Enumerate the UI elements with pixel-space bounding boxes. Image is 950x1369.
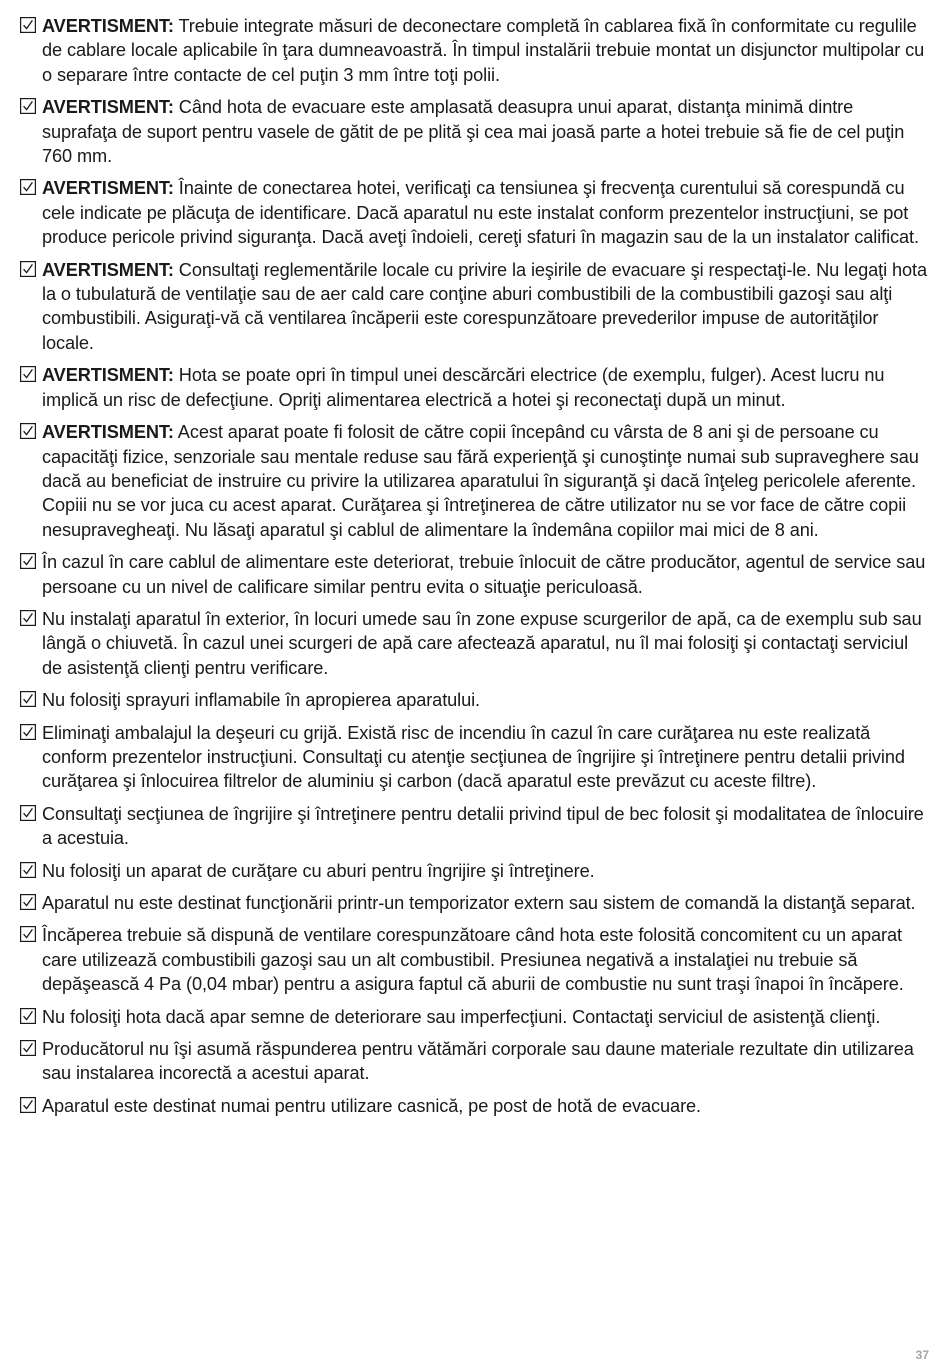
list-item [20, 176, 932, 249]
list-item [20, 95, 932, 168]
list-item [20, 891, 932, 915]
checkbox-icon [20, 17, 36, 33]
item-text: Eliminaţi ambalajul la deşeuri cu grijă. Există risc de incendiu în cazul în care curăţarea nu este realizată conform prezentelor instrucţiuni. Consultaţi cu atenţie secţiunea de îngrijire şi întreţinere pentru detalii privind curăţarea şi înlocuirea filtrelor de aluminiu şi carbon (dacă aparatul este prevăzut cu aceste filtre). [42, 722, 905, 792]
item-body: Trebuie integrate măsuri de deconectare completă în cablarea fixă în conformitate cu regulile de cablare locale aplicabile în ţara dumneavoastră. În timpul instalării trebuie montat un disjunctor multipolar cu o separare între contacte de cel puţin 3 mm între toţi polii. [42, 16, 925, 85]
item-text [42, 420, 932, 542]
checkbox-icon [20, 1008, 36, 1024]
item-body: Înainte de conectarea hotei, verificaţi ca tensiunea şi frecvenţa curentului să corespundă cu cele indicate pe plăcuţa de identificare. Dacă aparatul nu este instalat conform prezentelor instrucţiuni, se pot produce pericole privind siguranţa. Dacă aveţi îndoieli, cereţi sfaturi în magazin sau de la un instalator calificat. [42, 178, 919, 248]
list-item [20, 1037, 932, 1086]
checkbox-icon [20, 261, 36, 277]
item-text: Aparatul este destinat numai pentru utilizare casnică, pe post de hotă de evacuare. [42, 1095, 701, 1116]
item-text: Aparatul nu este destinat funcţionării printr-un temporizator extern sau sistem de comandă la distanţă separat. [42, 893, 916, 913]
list-item [20, 607, 932, 680]
list-item [20, 923, 932, 996]
checkbox-icon [20, 724, 36, 740]
warning-label: AVERTISMENT: [42, 365, 174, 386]
checkbox-icon [20, 179, 36, 195]
list-item [20, 1094, 932, 1118]
list-item [20, 14, 932, 87]
checkbox-icon [20, 862, 36, 878]
list-item [20, 420, 932, 542]
checkbox-icon [20, 423, 36, 439]
item-text [42, 176, 932, 249]
item-text: Nu folosiţi hota dacă apar semne de deteriorare sau imperfecţiuni. Contactaţi serviciul de asistenţă clienţi. [42, 1006, 881, 1027]
checkbox-icon [20, 926, 36, 942]
list-item [20, 363, 932, 412]
item-text [42, 14, 932, 87]
list-item [20, 721, 932, 794]
item-text [42, 363, 932, 412]
warning-label: AVERTISMENT: [42, 178, 174, 199]
checkbox-icon [20, 1097, 36, 1113]
safety-instructions-list [20, 14, 932, 1126]
checkbox-icon [20, 553, 36, 569]
checkbox-icon [20, 98, 36, 114]
item-text [42, 258, 932, 356]
item-body: Hota se poate opri în timpul unei descărcări electrice (de exemplu, fulger). Acest lucru nu implică un risc de defecţiune. Opriţi alimentarea electrică a hotei şi reconectaţi după un minut. [42, 365, 885, 410]
list-item [20, 1005, 932, 1029]
item-text: În cazul în care cablul de alimentare este deteriorat, trebuie înlocuit de către producător, agentul de service sau persoane cu un nivel de calificare similar pentru evita o situaţie periculoasă. [42, 552, 926, 597]
checkbox-icon [20, 805, 36, 821]
warning-label: AVERTISMENT: [42, 259, 174, 280]
page-number: 37 [915, 1348, 929, 1362]
item-text: Încăperea trebuie să dispună de ventilare corespunzătoare când hota este folosită concomitent cu un aparat care utilizează combustibili gazoşi sau un alt combustibil. Presiunea negativă a instalaţiei nu trebuie să depăşească 4 Pa (0,04 mbar) pentru a asigura faptul că aburii de combustie nu sunt traşi înapoi în încăpere. [42, 925, 904, 995]
list-item [20, 550, 932, 599]
checkbox-icon [20, 610, 36, 626]
list-item [20, 859, 932, 883]
list-item [20, 802, 932, 851]
checkbox-icon [20, 1040, 36, 1056]
warning-label: AVERTISMENT: [42, 16, 174, 36]
item-text: Nu instalaţi aparatul în exterior, în locuri umede sau în zone expuse scurgerilor de apă, ca de exemplu sub sau lângă o chiuvetă. În cazul unei scurgeri de apă care afectează aparatul, nu îl mai folosiţi şi contactaţi serviciul de asistenţă clienţi pentru verificare. [42, 608, 922, 678]
item-text [42, 95, 932, 168]
item-body: Consultaţi reglementările locale cu privire la ieşirile de evacuare şi respectaţi-le. Nu legaţi hota la o tubulatură de ventilaţie sau de aer cald care conţine aburi combustibili de la combustibili gazoşi sau alţi combustibili. Asiguraţi-vă că ventilarea încăperii este corespunzătoare prevederilor impuse de autorităţilor locale. [42, 259, 927, 353]
warning-label: AVERTISMENT: [42, 422, 174, 443]
list-item [20, 258, 932, 356]
checkbox-icon [20, 366, 36, 382]
item-text: Producătorul nu îşi asumă răspunderea pentru vătămări corporale sau daune materiale rezultate din utilizarea sau instalarea incorectă a acestui aparat. [42, 1039, 914, 1084]
checkbox-icon [20, 691, 36, 707]
item-body: Acest aparat poate fi folosit de către copii începând cu vârsta de 8 ani şi de persoane cu capacităţi fizice, senzoriale sau mentale reduse sau fără experienţă şi cunoştinţe numai sub supraveghere sau dacă au beneficiat de instruire cu privire la utilizarea aparatului în siguranţă şi dacă înţeleg pericolele aferente. Copiii nu se vor juca cu acest aparat. Curăţarea şi întreţinerea de către utilizator nu se vor face de către copii nesupravegheaţi. Nu lăsaţi aparatul şi cablul de alimentare la îndemâna copiilor mai mici de 8 ani. [42, 422, 919, 540]
checkbox-icon [20, 894, 36, 910]
item-body: Când hota de evacuare este amplasată deasupra unui aparat, distanţa minimă dintre suprafaţa de suport pentru vasele de gătit de pe plită şi cea mai joasă parte a hotei trebuie să fie de cel puţin 760 mm. [42, 97, 905, 167]
item-text: Consultaţi secţiunea de îngrijire şi întreţinere pentru detalii privind tipul de bec folosit şi modalitatea de înlocuire a acestuia. [42, 803, 924, 849]
item-text: Nu folosiţi sprayuri inflamabile în apropierea aparatului. [42, 690, 481, 711]
list-item [20, 688, 932, 712]
warning-label: AVERTISMENT: [42, 97, 174, 118]
item-text: Nu folosiţi un aparat de curăţare cu aburi pentru îngrijire şi întreţinere. [42, 860, 595, 881]
